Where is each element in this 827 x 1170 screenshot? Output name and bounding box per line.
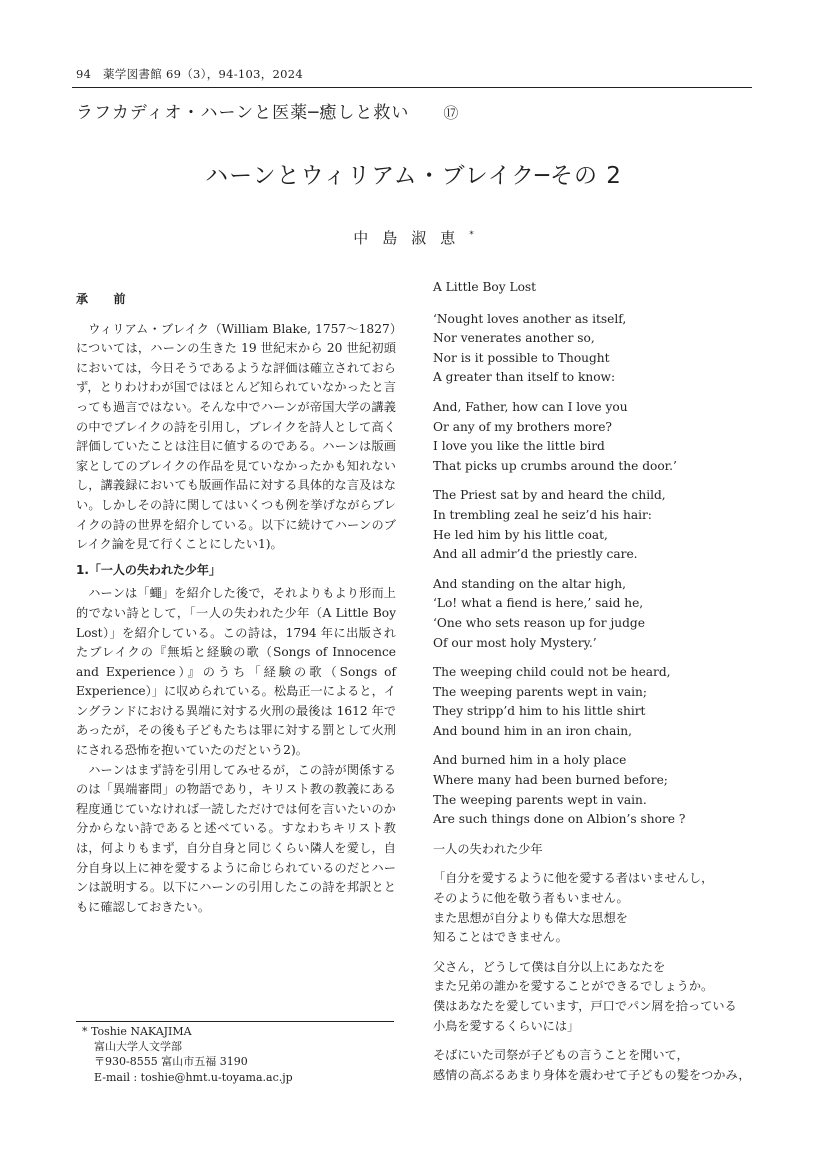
series-number: ⑰: [443, 104, 460, 122]
poem-line: 父さん，どうして僕は自分以上にあなたを: [433, 959, 666, 974]
poem-line: And bound him in an iron chain,: [433, 723, 632, 738]
stanza: [433, 751, 763, 829]
poem-line: I love you like the little bird: [433, 439, 605, 454]
poem-line: The weeping parents wept in vain;: [433, 684, 647, 699]
poem-line: Where many had been burned before;: [433, 773, 668, 788]
poem-japanese: [433, 869, 763, 1085]
preface-heading: 承 前: [76, 292, 127, 306]
footnote-mark: *: [82, 1025, 88, 1038]
footnote-rule: [76, 1021, 394, 1022]
poem-line: And standing on the altar high,: [433, 576, 627, 591]
right-column: [433, 278, 763, 1095]
poem-line: また思想が自分よりも偉大な思想を: [433, 910, 628, 925]
article-title: ハーンとウィリアム・ブレイク─その 2: [205, 163, 622, 189]
header-rule: [72, 87, 752, 88]
poem-line: また兄弟の誰かを愛することができるでしょうか。: [433, 979, 714, 994]
poem-line: 僕はあなたを愛しています，戸口でパン屑を拾っている: [433, 999, 737, 1013]
poem-line: The weeping child could not be heard,: [433, 665, 671, 680]
stanza: [433, 958, 763, 1036]
poem-line: A greater than itself to know:: [433, 370, 616, 385]
poem-line: Or any of my brothers more?: [433, 419, 612, 434]
poem-line: They stripp’d him to his little shirt: [433, 704, 646, 719]
body-paragraph-2: ハーンはまず詩を引用してみせるが，この詩が関係するのは「異端審問」の物語であり，キリスト教の教義にある程度通じていなければ一読しただけでは何を言いたいのか分からない詩であると述べている。すなわちキリスト教は，何よりもまず，自分自身と同じくらい隣人を愛し，自分自身以上に神を愛するように命じられているのだとハーンは説明する。以下にハーンの引用したこの詩を邦訳とともに確認しておきたい。: [76, 762, 396, 914]
poem-line: Nor venerates another so,: [433, 331, 595, 346]
poem-line: The weeping parents wept in vain.: [433, 792, 647, 807]
preface-paragraph: ウィリアム・ブレイク（William Blake, 1757～1827）については，ハーンの生きた 19 世紀末から 20 世紀初頭においては，今日そうであるような評価は確立されておらず，とりわけわが国ではほとんど知られていなかったと言っても過言ではない。そんな中でハーンが帝国大学の講義の中でブレイクの詩を引用し，ブレイクを詩人として高く評価していたことは注目に値するのである。ハーンは版画家としてのブレイクの作品を見ていなかったかも知れないし，講義録においても版画作品に対する具体的な言及はない。しかしその詩に関してはいくつも例を挙げながらブレイクの詩の世界を紹介している。以下に続けてハーンのブレイク論を見て行くことにしたい1)。: [76, 321, 396, 552]
poem-line: Nor is it possible to Thought: [433, 350, 610, 365]
footnote-name: Toshie NAKAJIMA: [91, 1025, 192, 1038]
series-title: [76, 98, 459, 123]
footnote-line: 〒930-8555 富山市五福 3190: [94, 1055, 248, 1069]
poem-line: ‘Nought loves another as itself,: [433, 311, 627, 326]
poem-line: 感情の高ぶるあまり身体を震わせて子どもの髪をつかみ，: [433, 1067, 751, 1082]
author-footnote: [82, 1024, 293, 1085]
stanza: [433, 310, 763, 388]
poem-line: そのように他を敬う者もいません。: [433, 891, 629, 906]
stanza: [433, 1046, 763, 1085]
poem-line: And all admir’d the priestly care.: [433, 547, 638, 562]
running-header: 94 薬学図書館 69（3），94-103，2024: [76, 67, 304, 81]
poem-line: And burned him in a holy place: [433, 753, 627, 768]
poem-title: A Little Boy Lost: [433, 280, 537, 294]
poem-line: The Priest sat by and heard the child,: [433, 488, 666, 503]
poem-line: Are such things done on Albion’s shore ?: [433, 812, 686, 827]
footnote-line: 富山大学人文学部: [94, 1040, 182, 1054]
footnote-line: [82, 1024, 293, 1039]
stanza: [433, 575, 763, 653]
poem-line: And, Father, how can I love you: [433, 399, 628, 414]
poem-line: In trembling zeal he seiz’d his hair:: [433, 507, 652, 522]
author-mark: *: [469, 230, 474, 240]
poem-line: ‘One who sets reason up for judge: [433, 615, 645, 630]
poem-line: 「自分を愛するように他を愛する者はいませんし，: [433, 871, 714, 886]
author: [0, 227, 827, 248]
footnote-email: E-mail : toshie@hmt.u-toyama.ac.jp: [94, 1070, 293, 1084]
stanza: [433, 663, 763, 741]
poem-line: ‘Lo! what a fiend is here,’ said he,: [433, 596, 644, 611]
left-column: [76, 290, 396, 917]
poem-line: 小鳥を愛するくらいには」: [433, 1018, 580, 1033]
stanza: [433, 398, 763, 476]
stanza: [433, 486, 763, 564]
poem-line: Of our most holy Mystery.’: [433, 635, 597, 650]
poem-english: [433, 310, 763, 830]
stanza: [433, 869, 763, 947]
series-title-text: ラフカディオ・ハーンと医薬─癒しと救い: [76, 103, 410, 123]
poem-line: そばにいた司祭が子どもの言うことを聞いて，: [433, 1048, 689, 1063]
body-paragraph-1: ハーンは「蠅」を紹介した後で，それよりもより形而上的でない詩として，「一人の失われた少年（A Little Boy Lost）」を紹介している。この詩は，1794 年に出版されたブレイクの『無垢と経験の歌（Songs of Innocence and Experience）』のうち「経験の歌（Songs of Experience）」に収められている。松島正一によると，イングランドにおける異端に対する火刑の最後は 1612 年であったが，その後も子どもたちは罪に対する罰として火刑にされる恐怖を抱いていたのだという2)。: [76, 586, 396, 758]
author-name: 中島淑恵: [353, 229, 470, 247]
poem-line: 知ることはできません。: [433, 930, 568, 945]
poem-line: That picks up crumbs around the door.’: [433, 458, 677, 473]
section-heading: 1.「一人の失われた少年」: [76, 562, 221, 577]
poem-line: He led him by his little coat,: [433, 527, 608, 542]
translation-title: 一人の失われた少年: [433, 841, 543, 856]
